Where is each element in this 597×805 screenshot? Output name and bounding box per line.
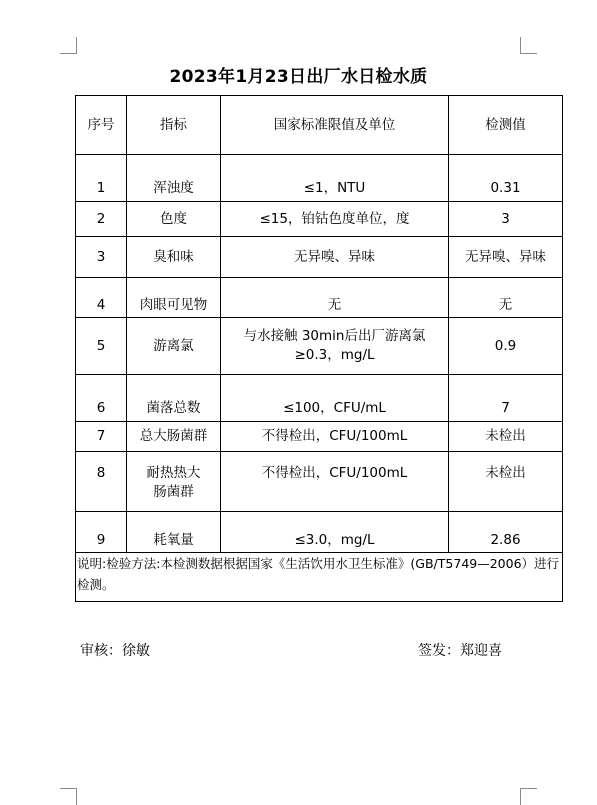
crop-mark-top-left	[60, 37, 77, 54]
row-no: 2	[76, 202, 127, 237]
row-limit: 与水接触 30min后出厂游离氯≥0.3，mg/L	[221, 318, 449, 375]
issuer-signature: 签发：郑迎喜	[418, 643, 502, 659]
row-no: 9	[76, 512, 127, 553]
header-no: 序号	[76, 96, 127, 155]
table-row	[76, 155, 563, 202]
row-value: 无异嗅、异味	[449, 237, 563, 278]
row-item: 总大肠菌群	[127, 422, 221, 452]
table-row	[76, 375, 563, 422]
row-limit: ≤100，CFU/mL	[221, 375, 449, 422]
row-limit: 不得检出，CFU/100mL	[221, 422, 449, 452]
header-item: 指标	[127, 96, 221, 155]
row-limit: 无异嗅、异味	[221, 237, 449, 278]
row-no: 7	[76, 422, 127, 452]
table-header-row	[76, 96, 563, 155]
header-value: 检测值	[449, 96, 563, 155]
row-limit: ≤1，NTU	[221, 155, 449, 202]
row-no: 5	[76, 318, 127, 375]
crop-mark-top-right	[520, 37, 537, 54]
row-item: 游离氯	[127, 318, 221, 375]
crop-mark-bottom-right	[520, 788, 537, 805]
table-row	[76, 452, 563, 512]
water-quality-table	[75, 95, 563, 602]
row-item: 耐热热大肠菌群	[127, 452, 221, 512]
row-value: 无	[449, 278, 563, 318]
row-no: 3	[76, 237, 127, 278]
table-row	[76, 512, 563, 553]
header-limit: 国家标准限值及单位	[221, 96, 449, 155]
row-value: 0.9	[449, 318, 563, 375]
table-row	[76, 202, 563, 237]
reviewer-signature: 审核：徐敏	[80, 643, 150, 659]
row-item: 肉眼可见物	[127, 278, 221, 318]
crop-mark-bottom-left	[60, 788, 77, 805]
row-no: 1	[76, 155, 127, 202]
table-row	[76, 278, 563, 318]
row-limit: ≤15，铂钴色度单位，度	[221, 202, 449, 237]
row-no: 4	[76, 278, 127, 318]
table-row	[76, 318, 563, 375]
page-title: 2023年1月23日出厂水日检水质	[169, 67, 428, 87]
table-row	[76, 422, 563, 452]
row-value: 0.31	[449, 155, 563, 202]
row-item: 菌落总数	[127, 375, 221, 422]
row-value: 2.86	[449, 512, 563, 553]
row-item: 臭和味	[127, 237, 221, 278]
table-note: 说明:检验方法:本检测数据根据国家《生活饮用水卫生标准》(GB/T5749—2006）进行检测。	[76, 553, 563, 602]
row-value: 3	[449, 202, 563, 237]
row-limit: 不得检出，CFU/100mL	[221, 452, 449, 512]
row-item: 耗氧量	[127, 512, 221, 553]
row-no: 6	[76, 375, 127, 422]
row-no: 8	[76, 452, 127, 512]
table-note-row	[76, 553, 563, 602]
row-value: 未检出	[449, 452, 563, 512]
row-limit: ≤3.0，mg/L	[221, 512, 449, 553]
row-limit: 无	[221, 278, 449, 318]
row-item: 色度	[127, 202, 221, 237]
row-value: 未检出	[449, 422, 563, 452]
row-value: 7	[449, 375, 563, 422]
table-row	[76, 237, 563, 278]
row-item: 浑浊度	[127, 155, 221, 202]
